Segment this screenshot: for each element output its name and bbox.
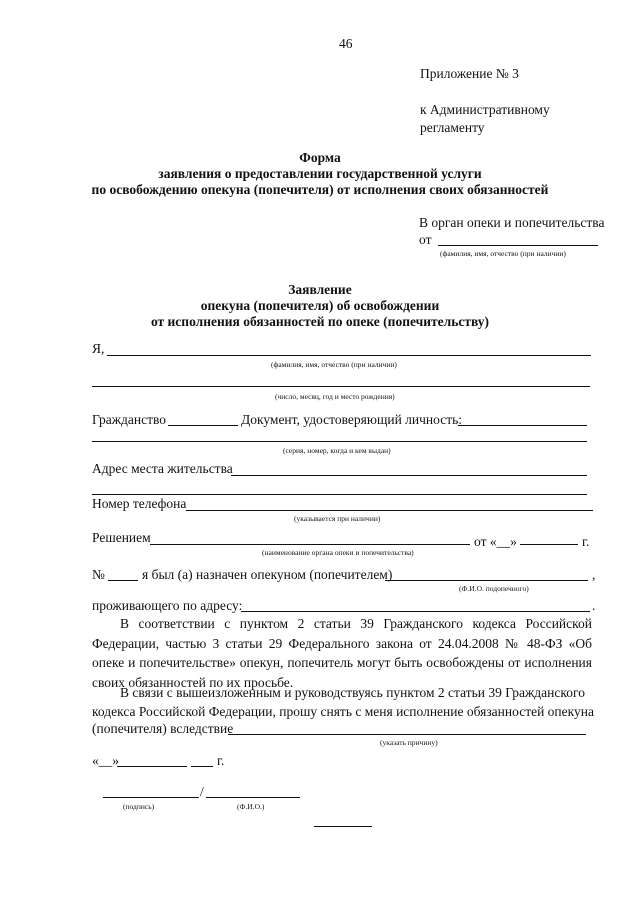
ward-comma: , <box>592 567 596 582</box>
ward-hint: (Ф.И.О. подопечного) <box>459 584 529 593</box>
authority-hint: (наименование органа опеки и попечительства) <box>262 548 414 557</box>
phone-label: Номер телефона <box>92 496 187 511</box>
citizenship-line[interactable] <box>168 425 238 426</box>
signature-line[interactable] <box>103 797 199 798</box>
statement-heading-line1: Заявление <box>288 282 352 297</box>
name-line[interactable] <box>107 355 591 356</box>
paragraph-2-line3: (попечителя) вследствие <box>92 721 234 736</box>
citizenship-label: Гражданство <box>92 412 167 427</box>
decision-label: Решением <box>92 530 151 545</box>
reason-line[interactable] <box>228 734 586 735</box>
appendix-title: Приложение № 3 <box>420 66 519 81</box>
document-line2[interactable] <box>92 441 587 442</box>
decision-from: от «__» <box>474 534 517 549</box>
decision-authority-line[interactable] <box>150 544 470 545</box>
paragraph-2-line1: В связи с вышеизложенным и руководствуясь пунктом 2 статьи 39 Гражданского <box>120 685 585 700</box>
ward-line[interactable] <box>385 580 588 581</box>
addressee-from-hint: (фамилия, имя, отчество (при наличии) <box>440 249 566 258</box>
sign-hint: (подпись) <box>123 802 155 811</box>
fio-hint: (Ф.И.О.) <box>237 802 265 811</box>
birth-hint: (число, месяц, год и место рождения) <box>275 392 395 401</box>
statement-heading-line3: от исполнения обязанностей по опеке (попечительству) <box>150 314 490 329</box>
statement-heading-line2: опекуна (попечителя) об освобождении <box>200 298 440 313</box>
form-heading-line1: Форма <box>299 150 341 165</box>
doc-hint: (серия, номер, когда и кем выдан) <box>283 446 391 455</box>
birth-line[interactable] <box>92 386 590 387</box>
decision-date-line[interactable] <box>520 544 578 545</box>
fio-line[interactable] <box>206 797 300 798</box>
residing-period: . <box>592 598 596 613</box>
decision-year: г. <box>582 534 590 549</box>
paragraph-2-line2: кодекса Российской Федерации, прошу снять с меня исполнение обязанностей опекуна <box>92 704 594 719</box>
phone-hint: (указывается при наличии) <box>294 514 381 523</box>
appendix-to-line2: регламенту <box>420 120 485 135</box>
document-label: Документ, удостоверяющий личность: <box>241 412 463 427</box>
address-label: Адрес места жительства <box>92 461 233 476</box>
residing-line[interactable] <box>241 611 590 612</box>
number-line[interactable] <box>108 580 138 581</box>
addressee-from-label: от <box>419 232 432 247</box>
date-month-line[interactable] <box>117 766 187 767</box>
i-label: Я, <box>92 341 105 356</box>
form-heading-line2: заявления о предоставлении государственной услуги <box>158 166 482 181</box>
form-heading-line3: по освобождению опекуна (попечителя) от исполнения своих обязанностей <box>91 182 549 197</box>
residing-label: проживающего по адресу: <box>92 598 243 613</box>
date-year-line[interactable] <box>191 766 213 767</box>
reason-hint: (указать причину) <box>380 738 438 747</box>
date-year-suffix: г. <box>217 753 225 768</box>
appendix-to-line1: к Административному <box>420 102 550 117</box>
appointed-text: я был (а) назначен опекуном (попечителем) <box>142 567 393 582</box>
date-day: «__» <box>92 753 119 768</box>
signature-slash: / <box>200 784 204 799</box>
address-line2[interactable] <box>92 494 587 495</box>
end-divider <box>314 826 372 827</box>
page-number: 46 <box>339 36 353 51</box>
phone-line[interactable] <box>186 510 593 511</box>
document-line[interactable] <box>458 425 587 426</box>
addressee-line1: В орган опеки и попечительства <box>419 215 605 230</box>
paragraph-1: В соответствии с пунктом 2 статьи 39 Гражданского кодекса Российской Федерации, частью 3 статьи 29 Федерального закона от 24.04.2008 № 48-ФЗ «Об опеке и попечительстве» опекун, попечитель могут быть освобождены от исполнения своих обязанностей по их просьбе. <box>92 616 592 690</box>
number-label: № <box>92 567 105 582</box>
addressee-from-line[interactable] <box>438 245 598 246</box>
address-line[interactable] <box>231 475 587 476</box>
name-hint: (фамилия, имя, отчество (при наличии) <box>271 360 397 369</box>
